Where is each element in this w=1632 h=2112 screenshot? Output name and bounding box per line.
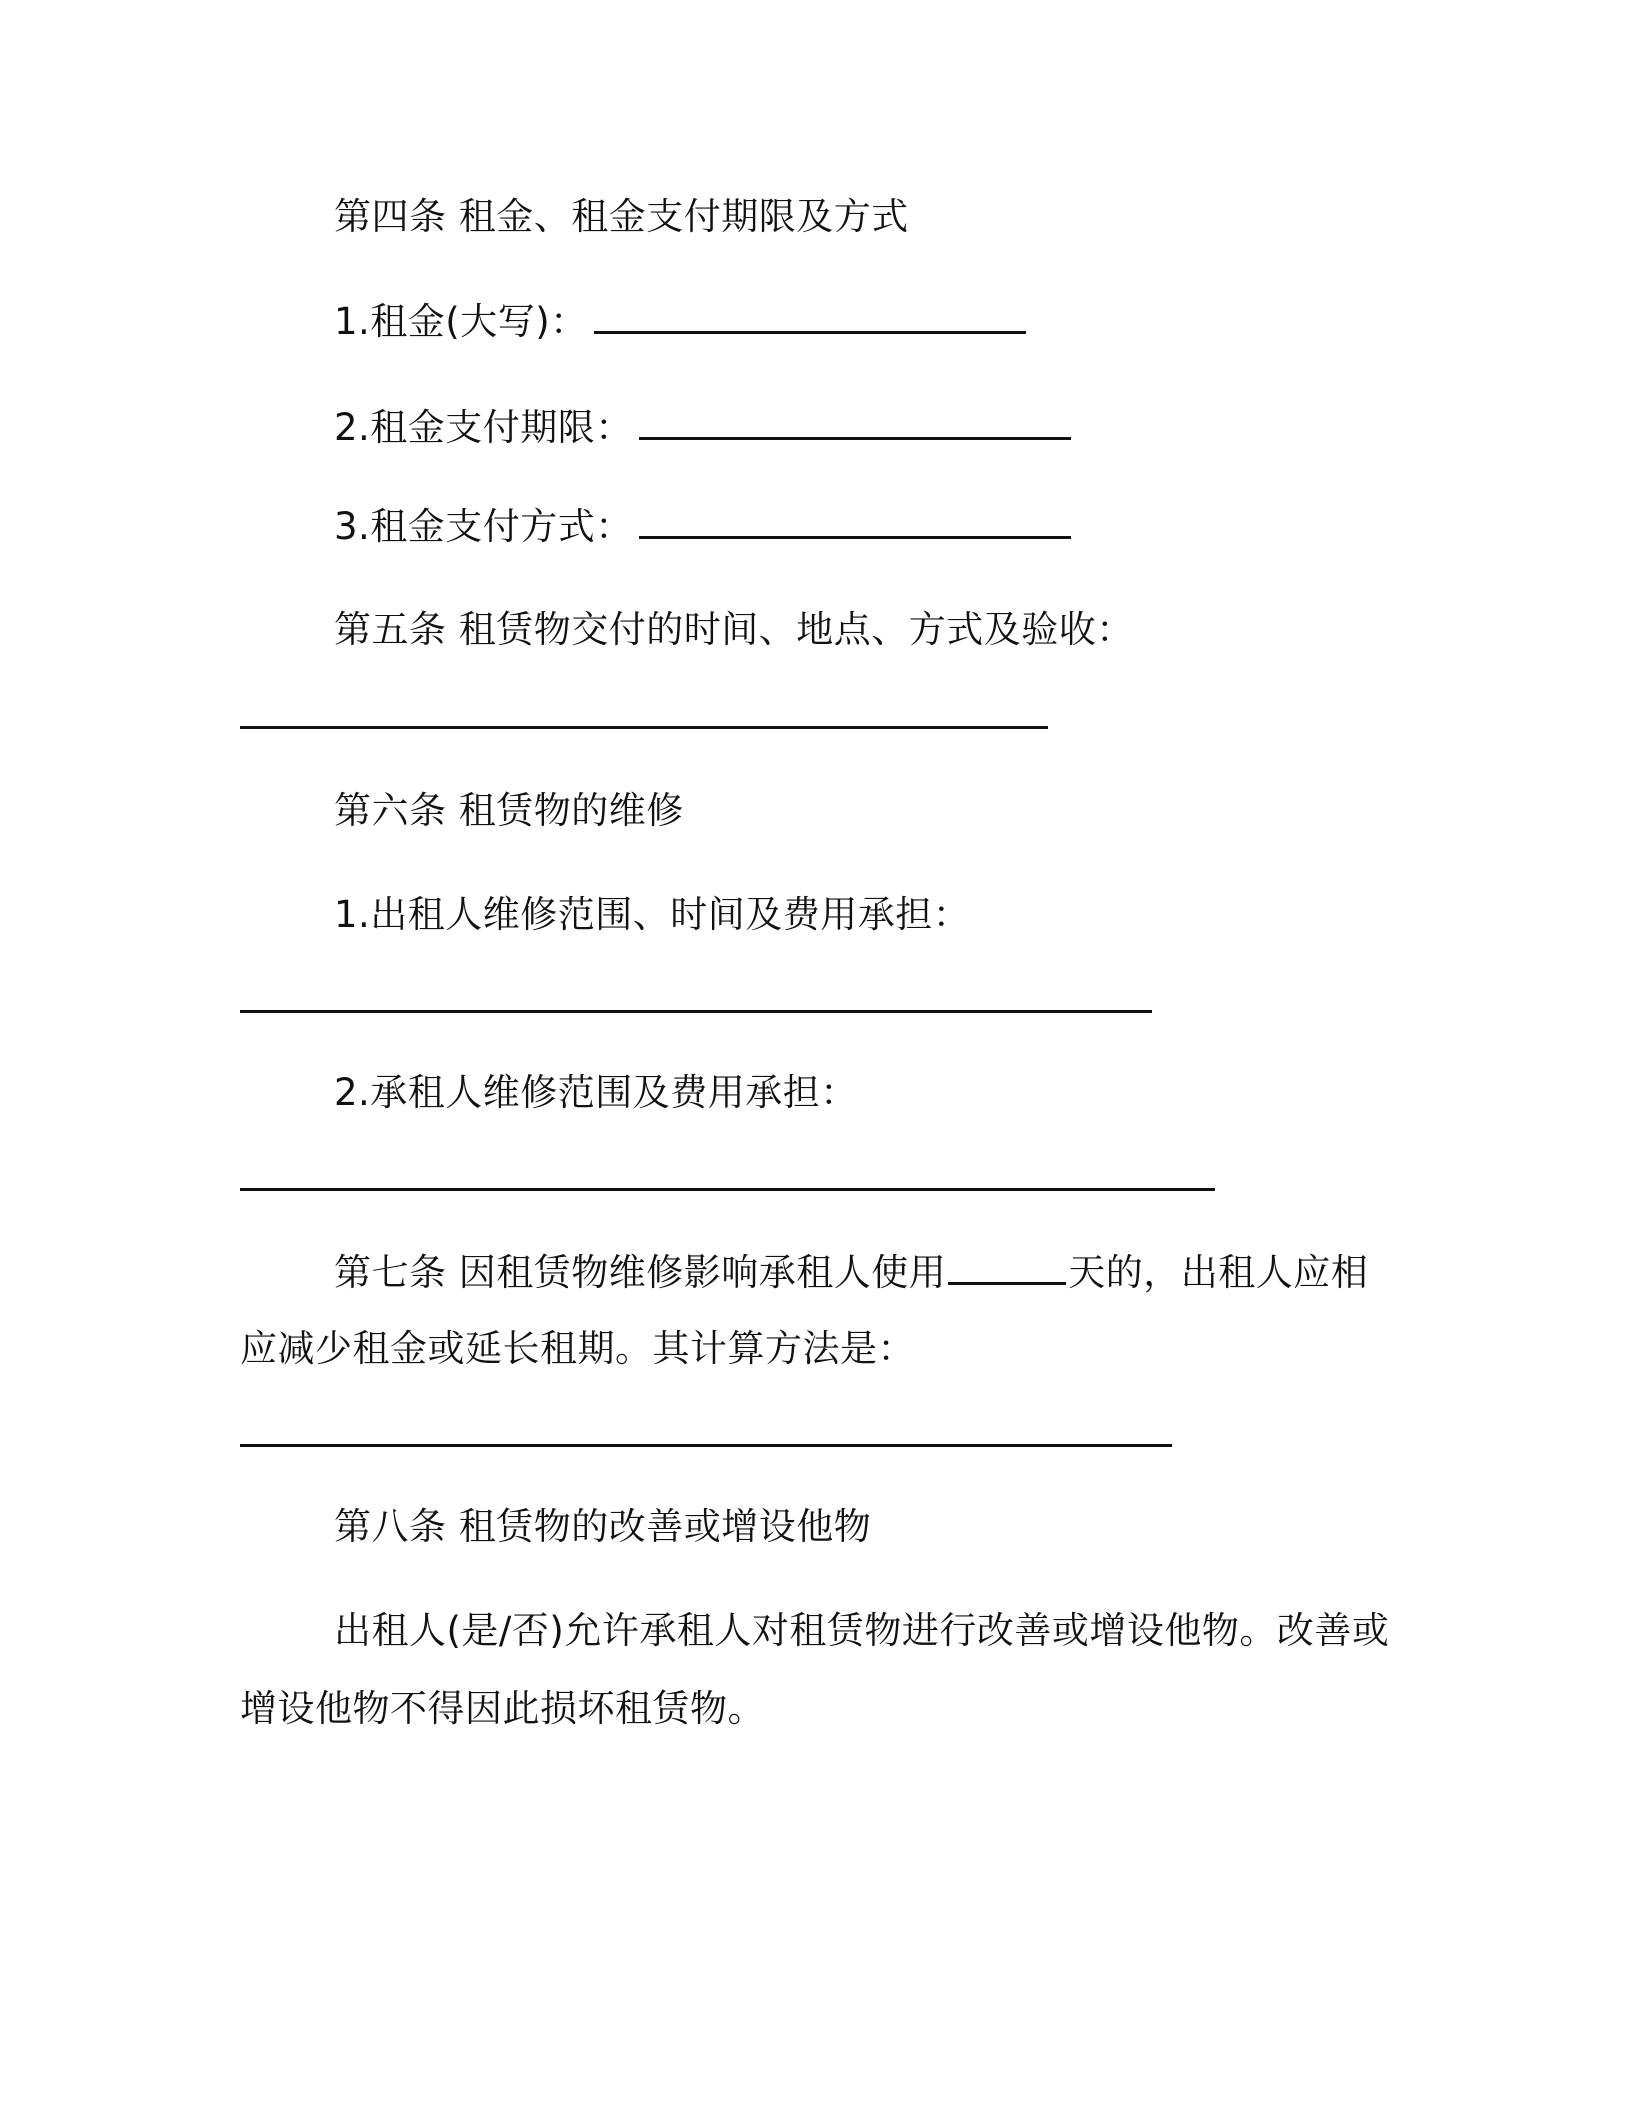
- article-4-item-1: [334, 297, 1026, 347]
- article-6-item-2: 2.承租人维修范围及费用承担：: [334, 1071, 858, 1114]
- calculation-method-blank-line[interactable]: [240, 1444, 1172, 1447]
- article-7-line-2: 应减少租金或延长租期。其计算方法是：: [240, 1327, 915, 1370]
- article-6-heading: 第六条 租赁物的维修: [334, 789, 684, 832]
- article-6-item-1: 1.出租人维修范围、时间及费用承担：: [334, 893, 971, 936]
- rent-payment-method-label: 3.租金支付方式：: [334, 505, 633, 548]
- article-4-item-3: [334, 502, 1071, 552]
- article-7-text-post: 天的，出租人应相: [1068, 1251, 1369, 1294]
- rent-payment-method-blank[interactable]: [639, 506, 1071, 539]
- article-8-line-1: 出租人(是/否)允许承租人对租赁物进行改善或增设他物。改善或: [334, 1609, 1390, 1652]
- lessee-repair-blank-line[interactable]: [240, 1188, 1215, 1191]
- article-4-heading: 第四条 租金、租金支付期限及方式: [334, 195, 909, 238]
- rent-payment-term-blank[interactable]: [639, 407, 1071, 440]
- article-5-blank-line[interactable]: [240, 726, 1048, 729]
- repair-days-blank[interactable]: [948, 1252, 1066, 1285]
- article-7-text-pre: 第七条 因租赁物维修影响承租人使用: [334, 1251, 947, 1294]
- rent-payment-term-label: 2.租金支付期限：: [334, 406, 633, 449]
- article-7-line-1: [334, 1248, 1368, 1298]
- article-8-line-2: 增设他物不得因此损坏租赁物。: [240, 1687, 765, 1730]
- article-8-heading: 第八条 租赁物的改善或增设他物: [334, 1505, 872, 1548]
- lessor-repair-blank-line[interactable]: [240, 1010, 1152, 1013]
- article-4-item-2: [334, 403, 1071, 453]
- article-5-heading: 第五条 租赁物交付的时间、地点、方式及验收：: [334, 608, 1134, 651]
- rent-amount-blank[interactable]: [594, 301, 1026, 334]
- rent-amount-label: 1.租金(大写)：: [334, 300, 588, 343]
